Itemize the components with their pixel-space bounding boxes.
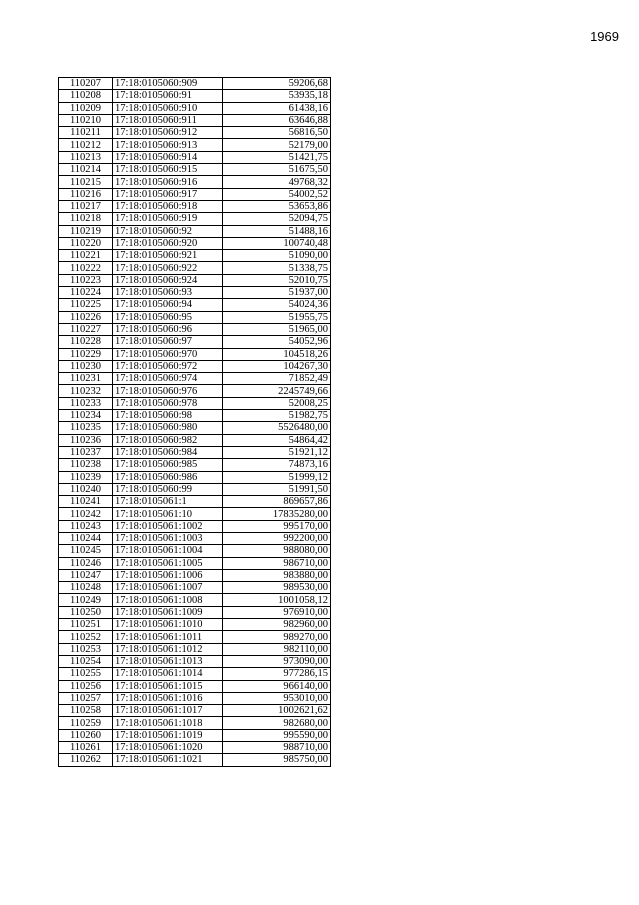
table-row [59,483,331,495]
cadastral-number-cell: 17:18:0105061:1011 [113,631,223,643]
row-number-cell: 110234 [59,410,113,422]
row-number-cell: 110207 [59,78,113,90]
value-cell: 1001058,12 [223,594,331,606]
cadastral-number-cell: 17:18:0105061:1006 [113,569,223,581]
table-row [59,151,331,163]
cadastral-number-cell: 17:18:0105061:1002 [113,520,223,532]
row-number-cell: 110217 [59,200,113,212]
row-number-cell: 110250 [59,606,113,618]
row-number-cell: 110247 [59,569,113,581]
table-row [59,373,331,385]
table-row [59,532,331,544]
row-number-cell: 110241 [59,496,113,508]
cadastral-number-cell: 17:18:0105061:1003 [113,532,223,544]
value-cell: 982110,00 [223,643,331,655]
value-cell: 2245749,66 [223,385,331,397]
table-row [59,520,331,532]
cadastral-number-cell: 17:18:0105060:921 [113,250,223,262]
cadastral-number-cell: 17:18:0105060:982 [113,434,223,446]
cadastral-number-cell: 17:18:0105061:1018 [113,717,223,729]
value-cell: 995170,00 [223,520,331,532]
cadastral-value-table [58,77,331,767]
value-cell: 56816,50 [223,127,331,139]
row-number-cell: 110256 [59,680,113,692]
cadastral-number-cell: 17:18:0105060:912 [113,127,223,139]
cadastral-number-cell: 17:18:0105060:976 [113,385,223,397]
row-number-cell: 110219 [59,225,113,237]
table-row [59,422,331,434]
cadastral-number-cell: 17:18:0105060:924 [113,274,223,286]
cadastral-number-cell: 17:18:0105061:1020 [113,742,223,754]
value-cell: 51965,00 [223,323,331,335]
cadastral-number-cell: 17:18:0105061:1014 [113,668,223,680]
cadastral-number-cell: 17:18:0105060:922 [113,262,223,274]
table-row [59,164,331,176]
value-cell: 51937,00 [223,287,331,299]
value-cell: 100740,48 [223,237,331,249]
table-row [59,606,331,618]
table-row [59,200,331,212]
cadastral-number-cell: 17:18:0105060:94 [113,299,223,311]
row-number-cell: 110236 [59,434,113,446]
row-number-cell: 110248 [59,582,113,594]
value-cell: 982960,00 [223,619,331,631]
value-cell: 52094,75 [223,213,331,225]
table-row [59,594,331,606]
table-row [59,496,331,508]
row-number-cell: 110257 [59,692,113,704]
table-row [59,754,331,766]
value-cell: 52179,00 [223,139,331,151]
table-body [59,78,331,767]
row-number-cell: 110244 [59,532,113,544]
cadastral-number-cell: 17:18:0105060:916 [113,176,223,188]
row-number-cell: 110213 [59,151,113,163]
value-cell: 976910,00 [223,606,331,618]
row-number-cell: 110215 [59,176,113,188]
value-cell: 54024,36 [223,299,331,311]
cadastral-number-cell: 17:18:0105060:99 [113,483,223,495]
value-cell: 63646,88 [223,114,331,126]
row-number-cell: 110220 [59,237,113,249]
row-number-cell: 110224 [59,287,113,299]
value-cell: 953010,00 [223,692,331,704]
table-row [59,78,331,90]
table-row [59,311,331,323]
table-row [59,545,331,557]
cadastral-number-cell: 17:18:0105061:1007 [113,582,223,594]
value-cell: 985750,00 [223,754,331,766]
table-row [59,582,331,594]
value-cell: 52008,25 [223,397,331,409]
row-number-cell: 110225 [59,299,113,311]
table-row [59,127,331,139]
cadastral-number-cell: 17:18:0105060:980 [113,422,223,434]
value-cell: 995590,00 [223,729,331,741]
table-row [59,471,331,483]
value-cell: 51338,75 [223,262,331,274]
cadastral-number-cell: 17:18:0105060:95 [113,311,223,323]
table-row [59,668,331,680]
value-cell: 988080,00 [223,545,331,557]
table-row [59,508,331,520]
value-cell: 983880,00 [223,569,331,581]
cadastral-number-cell: 17:18:0105060:986 [113,471,223,483]
table-row [59,336,331,348]
row-number-cell: 110242 [59,508,113,520]
row-number-cell: 110208 [59,90,113,102]
cadastral-number-cell: 17:18:0105060:917 [113,188,223,200]
value-cell: 51999,12 [223,471,331,483]
cadastral-number-cell: 17:18:0105060:920 [113,237,223,249]
row-number-cell: 110229 [59,348,113,360]
table-row [59,90,331,102]
cadastral-number-cell: 17:18:0105060:91 [113,90,223,102]
table-row [59,274,331,286]
value-cell: 51675,50 [223,164,331,176]
value-cell: 966140,00 [223,680,331,692]
table-row [59,705,331,717]
value-cell: 61438,16 [223,102,331,114]
table-row [59,385,331,397]
table-row [59,176,331,188]
value-cell: 992200,00 [223,532,331,544]
row-number-cell: 110254 [59,655,113,667]
table-row [59,643,331,655]
row-number-cell: 110228 [59,336,113,348]
table-row [59,692,331,704]
table-row [59,410,331,422]
row-number-cell: 110209 [59,102,113,114]
row-number-cell: 110211 [59,127,113,139]
table-row [59,631,331,643]
cadastral-number-cell: 17:18:0105060:96 [113,323,223,335]
value-cell: 982680,00 [223,717,331,729]
row-number-cell: 110260 [59,729,113,741]
cadastral-number-cell: 17:18:0105060:974 [113,373,223,385]
cadastral-number-cell: 17:18:0105060:972 [113,360,223,372]
row-number-cell: 110212 [59,139,113,151]
value-cell: 54864,42 [223,434,331,446]
cadastral-number-cell: 17:18:0105060:918 [113,200,223,212]
cadastral-number-cell: 17:18:0105061:1017 [113,705,223,717]
value-cell: 869657,86 [223,496,331,508]
cadastral-number-cell: 17:18:0105060:98 [113,410,223,422]
value-cell: 54002,52 [223,188,331,200]
cadastral-number-cell: 17:18:0105060:910 [113,102,223,114]
row-number-cell: 110252 [59,631,113,643]
table-row [59,102,331,114]
table-row [59,557,331,569]
table-row [59,287,331,299]
table-row [59,139,331,151]
table-row [59,360,331,372]
cadastral-number-cell: 17:18:0105061:1005 [113,557,223,569]
row-number-cell: 110214 [59,164,113,176]
cadastral-number-cell: 17:18:0105061:1012 [113,643,223,655]
cadastral-number-cell: 17:18:0105061:1021 [113,754,223,766]
row-number-cell: 110230 [59,360,113,372]
value-cell: 74873,16 [223,459,331,471]
cadastral-number-cell: 17:18:0105061:1 [113,496,223,508]
table-row [59,299,331,311]
value-cell: 51955,75 [223,311,331,323]
cadastral-number-cell: 17:18:0105060:985 [113,459,223,471]
value-cell: 51421,75 [223,151,331,163]
row-number-cell: 110255 [59,668,113,680]
table-row [59,446,331,458]
cadastral-number-cell: 17:18:0105060:919 [113,213,223,225]
value-cell: 51488,16 [223,225,331,237]
value-cell: 104267,30 [223,360,331,372]
row-number-cell: 110262 [59,754,113,766]
table-row [59,742,331,754]
row-number-cell: 110235 [59,422,113,434]
cadastral-number-cell: 17:18:0105060:93 [113,287,223,299]
value-cell: 977286,15 [223,668,331,680]
table-row [59,188,331,200]
value-cell: 71852,49 [223,373,331,385]
table-row [59,213,331,225]
table-row [59,655,331,667]
table-row [59,397,331,409]
row-number-cell: 110227 [59,323,113,335]
cadastral-number-cell: 17:18:0105060:914 [113,151,223,163]
value-cell: 51991,50 [223,483,331,495]
value-cell: 53935,18 [223,90,331,102]
value-cell: 51921,12 [223,446,331,458]
value-cell: 54052,96 [223,336,331,348]
row-number-cell: 110245 [59,545,113,557]
row-number-cell: 110216 [59,188,113,200]
cadastral-number-cell: 17:18:0105061:1015 [113,680,223,692]
value-cell: 49768,32 [223,176,331,188]
value-cell: 5526480,00 [223,422,331,434]
cadastral-number-cell: 17:18:0105060:984 [113,446,223,458]
value-cell: 53653,86 [223,200,331,212]
cadastral-number-cell: 17:18:0105061:1009 [113,606,223,618]
row-number-cell: 110246 [59,557,113,569]
row-number-cell: 110221 [59,250,113,262]
value-cell: 59206,68 [223,78,331,90]
value-cell: 973090,00 [223,655,331,667]
cadastral-number-cell: 17:18:0105060:92 [113,225,223,237]
value-cell: 989530,00 [223,582,331,594]
cadastral-number-cell: 17:18:0105060:909 [113,78,223,90]
value-cell: 988710,00 [223,742,331,754]
page-number: 1969 [590,29,619,44]
cadastral-number-cell: 17:18:0105060:97 [113,336,223,348]
row-number-cell: 110237 [59,446,113,458]
cadastral-number-cell: 17:18:0105061:1004 [113,545,223,557]
table-row [59,434,331,446]
value-cell: 17835280,00 [223,508,331,520]
cadastral-number-cell: 17:18:0105060:970 [113,348,223,360]
table-row [59,250,331,262]
table-row [59,262,331,274]
value-cell: 51982,75 [223,410,331,422]
cadastral-number-cell: 17:18:0105061:1010 [113,619,223,631]
cadastral-number-cell: 17:18:0105060:913 [113,139,223,151]
row-number-cell: 110261 [59,742,113,754]
cadastral-number-cell: 17:18:0105060:911 [113,114,223,126]
row-number-cell: 110243 [59,520,113,532]
table-row [59,114,331,126]
row-number-cell: 110249 [59,594,113,606]
row-number-cell: 110210 [59,114,113,126]
table-row [59,225,331,237]
row-number-cell: 110226 [59,311,113,323]
row-number-cell: 110233 [59,397,113,409]
table-row [59,680,331,692]
cadastral-number-cell: 17:18:0105061:1013 [113,655,223,667]
table-row [59,348,331,360]
value-cell: 1002621,62 [223,705,331,717]
table-row [59,237,331,249]
cadastral-number-cell: 17:18:0105060:978 [113,397,223,409]
table-row [59,619,331,631]
row-number-cell: 110253 [59,643,113,655]
table-row [59,569,331,581]
row-number-cell: 110231 [59,373,113,385]
value-cell: 986710,00 [223,557,331,569]
row-number-cell: 110259 [59,717,113,729]
row-number-cell: 110218 [59,213,113,225]
cadastral-number-cell: 17:18:0105061:10 [113,508,223,520]
row-number-cell: 110239 [59,471,113,483]
row-number-cell: 110240 [59,483,113,495]
value-cell: 104518,26 [223,348,331,360]
cadastral-number-cell: 17:18:0105061:1016 [113,692,223,704]
row-number-cell: 110223 [59,274,113,286]
row-number-cell: 110258 [59,705,113,717]
table-row [59,717,331,729]
row-number-cell: 110222 [59,262,113,274]
value-cell: 52010,75 [223,274,331,286]
row-number-cell: 110251 [59,619,113,631]
cadastral-number-cell: 17:18:0105061:1008 [113,594,223,606]
value-cell: 51090,00 [223,250,331,262]
value-cell: 989270,00 [223,631,331,643]
table-row [59,459,331,471]
row-number-cell: 110238 [59,459,113,471]
cadastral-number-cell: 17:18:0105061:1019 [113,729,223,741]
table-row [59,323,331,335]
row-number-cell: 110232 [59,385,113,397]
table-row [59,729,331,741]
cadastral-number-cell: 17:18:0105060:915 [113,164,223,176]
